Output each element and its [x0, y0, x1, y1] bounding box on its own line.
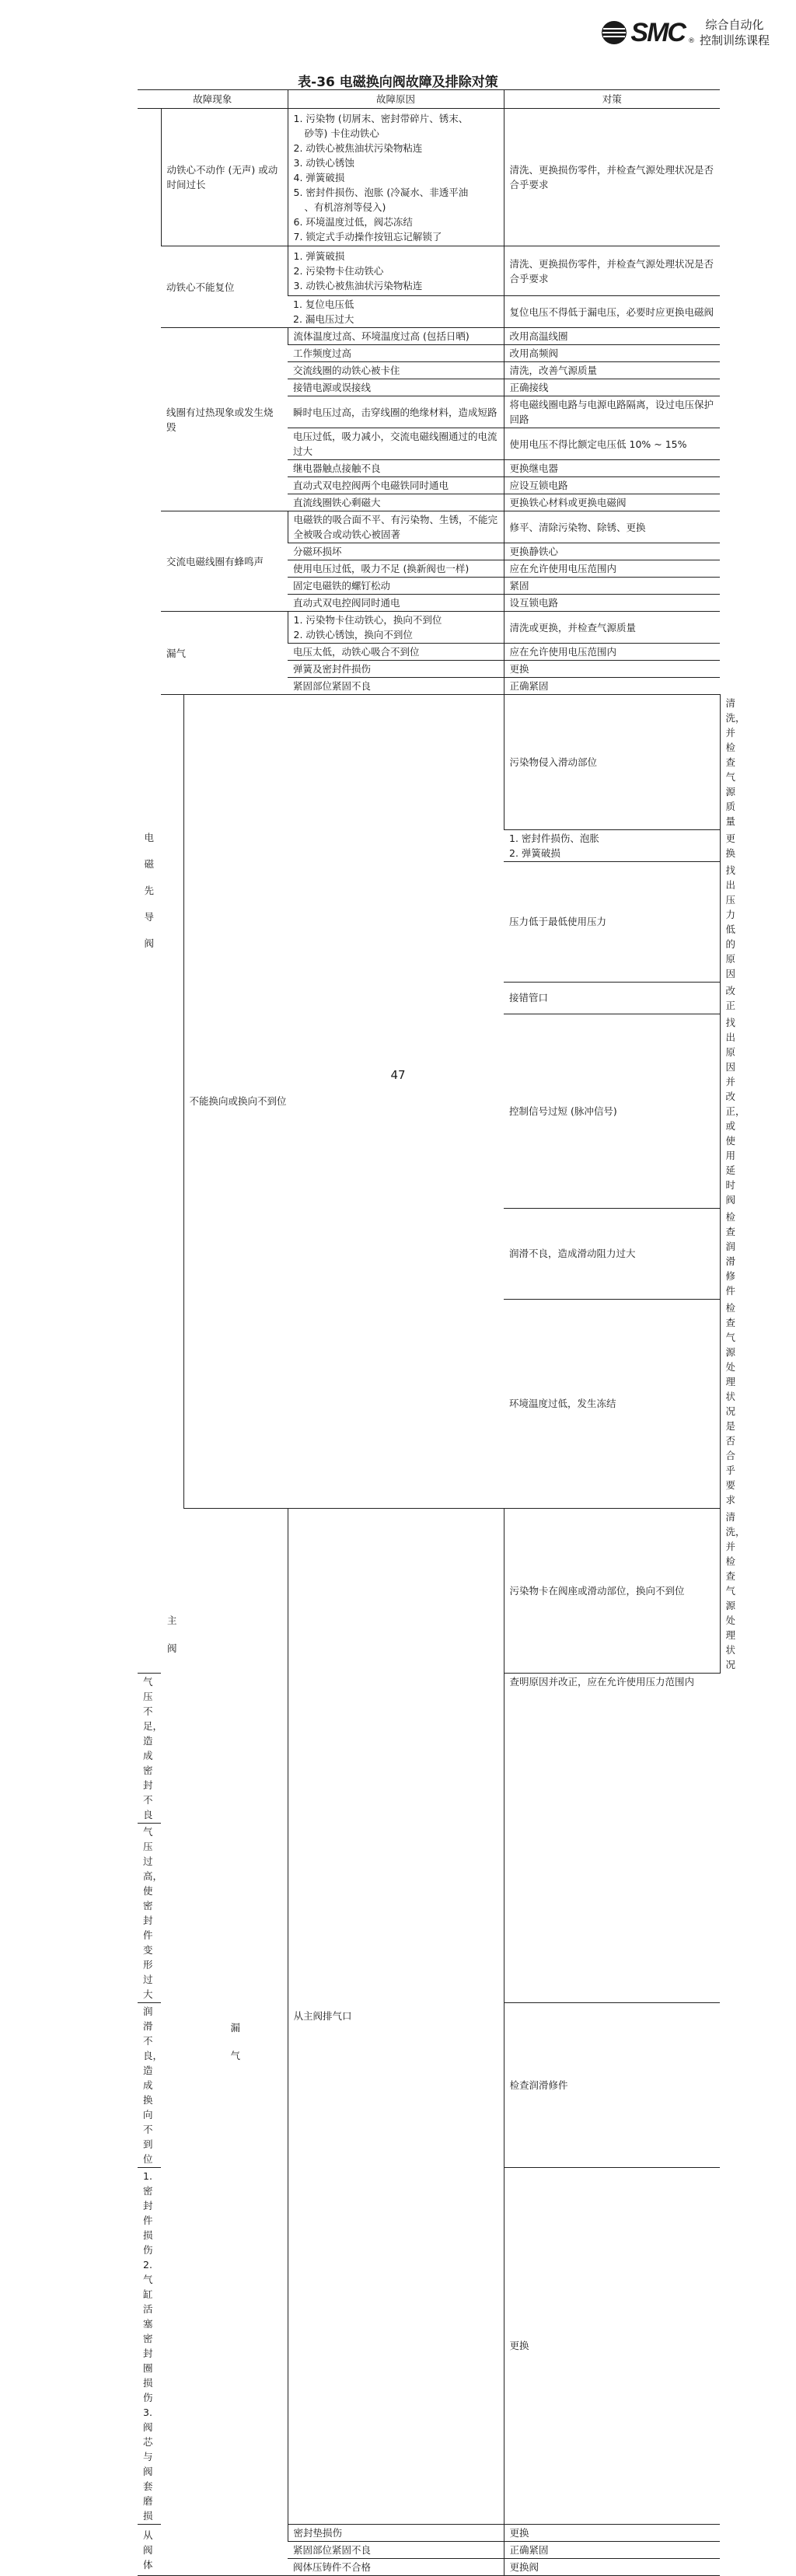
- cause-cell: 压力低于最低使用压力: [504, 861, 720, 982]
- cause-cell: 润滑不良，造成滑动阻力过大: [504, 1208, 720, 1299]
- cause-item: 6. 环境温度过低，阀芯冻结: [293, 215, 413, 228]
- cause-item: 2. 弹簧破损: [509, 846, 560, 859]
- table-row: 主 阀 不能换向或换向不到位 污染物侵入滑动部位 清洗，并检查气源质量: [138, 695, 720, 830]
- remedy-cell: 检查润滑修件: [504, 2002, 720, 2167]
- remedy-cell: 更换静铁心: [504, 543, 720, 560]
- brand-line-1: 综合自动化: [705, 18, 764, 32]
- table-row: [138, 246, 720, 296]
- cause-item: 1. 密封件损伤、泡胀: [509, 832, 599, 844]
- cause-item: 2. 动铁心锈蚀，换向不到位: [293, 629, 413, 641]
- remedy-cell: 更换: [504, 2524, 720, 2541]
- cause-cell: 污染物侵入滑动部位: [504, 695, 720, 830]
- cause-item: 1. 密封件损伤: [143, 2169, 153, 2256]
- cause-cell: 气压不足，造成密封不良: [138, 1673, 161, 1823]
- cause-cell: [288, 246, 504, 296]
- remedy-cell: 复位电压不得低于漏电压，必要时应更换电磁阀: [504, 296, 720, 328]
- table-row: 压力低于最低使用压力 找出压力低的原因: [138, 861, 720, 982]
- cause-item: 4. 弹簧破损: [293, 171, 345, 183]
- remedy-cell: 使用电压不得比额定电压低 10% ~ 15%: [504, 428, 720, 460]
- cause-item: 2. 污染物卡住动铁心: [293, 265, 384, 277]
- cause-cell: 接错电源或误接线: [288, 379, 504, 396]
- cause-item: 3. 阀芯与阀套磨损: [143, 2406, 153, 2522]
- cause-cell: 分磁环损坏: [288, 543, 504, 560]
- table-row: [138, 511, 720, 543]
- cause-item: 2. 气缸活塞密封圈损伤: [143, 2258, 153, 2403]
- cause-cell: 直动式双电控阀两个电磁铁同时通电: [288, 477, 504, 494]
- remedy-cell: 更换铁心材料或更换电磁阀: [504, 494, 720, 511]
- symptom-cell: 不能换向或换向不到位: [183, 695, 504, 1509]
- cause-cell: 流体温度过高、环境温度过高 (包括日晒): [288, 328, 504, 345]
- cause-cell: 交流线圈的动铁心被卡住: [288, 362, 504, 379]
- remedy-cell: 改用高温线圈: [504, 328, 720, 345]
- col-header-symptom: 故障现象: [138, 90, 288, 109]
- cause-cell: [504, 829, 720, 861]
- remedy-cell: 清洗或更换，并检查气源质量: [504, 612, 720, 644]
- smc-globe-icon: [601, 20, 627, 45]
- remedy-cell: 应在允许使用电压范围内: [504, 560, 720, 578]
- cause-cell: 污染物卡在阀座或滑动部位，换向不到位: [504, 1508, 720, 1673]
- cause-item: 5. 密封件损伤、泡胀 (冷凝水、非透平油: [293, 186, 469, 198]
- remedy-cell: 紧固: [504, 578, 720, 595]
- page-number: 47: [390, 1068, 406, 1082]
- remedy-cell: 正确紧固: [504, 2541, 720, 2558]
- cause-cell: 弹簧及密封件损伤: [288, 661, 504, 678]
- cause-item: 1. 弹簧破损: [293, 250, 345, 262]
- cause-item: 1. 污染物 (切屑末、密封带碎片、锈末、: [293, 112, 469, 124]
- table-row: 润滑不良，造成滑动阻力过大 检查润滑修件: [138, 1208, 720, 1299]
- remedy-cell: 更换阀: [504, 2558, 720, 2575]
- cause-cell: 电压过低，吸力减小，交流电磁线圈通过的电流过大: [288, 428, 504, 460]
- col-header-cause: 故障原因: [288, 90, 504, 109]
- table-row: 控制信号过短 (脉冲信号) 找出原因并改正，或使用延时阀: [138, 1014, 720, 1208]
- table-row: 漏 气 从主阀排气口 污染物卡在阀座或滑动部位，换向不到位 清洗，并检查气源处理状况: [138, 1508, 720, 1673]
- cause-item: 1. 污染物卡住动铁心，换向不到位: [293, 614, 442, 626]
- cause-item: 7. 锁定式手动操作按钮忘记解锁了: [293, 230, 442, 243]
- cause-item: 3. 动铁心锈蚀: [293, 156, 354, 169]
- sub-label-leak: 漏 气: [183, 1508, 288, 2575]
- cause-cell: [288, 109, 504, 246]
- symptom-cell: 漏气: [161, 612, 288, 695]
- cause-cell: [288, 296, 504, 328]
- table-row: [138, 109, 720, 246]
- cause-cell: 密封垫损伤: [288, 2524, 504, 2541]
- cause-cell: 直流线圈铁心剩磁大: [288, 494, 504, 511]
- section-label-main-valve: 主 阀: [161, 695, 183, 2576]
- brand-name: SMC: [630, 17, 685, 47]
- remedy-cell: 更换: [504, 2167, 720, 2524]
- table-row: 接错管口 改正: [138, 982, 720, 1014]
- cause-cell: 继电器触点接触不良: [288, 460, 504, 477]
- remedy-cell: 查明原因并改正，应在允许使用压力范围内: [504, 1673, 720, 2002]
- cause-cell: 工作频度过高: [288, 345, 504, 362]
- section-label-pilot-valve: 电 磁 先 导 阀: [138, 109, 161, 1674]
- remedy-cell: 正确接线: [504, 379, 720, 396]
- table-row: 1. 密封件损伤、泡胀 2. 弹簧破损 更换: [138, 829, 720, 861]
- brand-course: [700, 17, 770, 48]
- symptom-cell: 交流电磁线圈有蜂鸣声: [161, 511, 288, 612]
- table-row: 环境温度过低，发生冻结 检查气源处理状况是否合乎要求: [138, 1299, 720, 1508]
- remedy-cell: 清洗，改善气源质量: [504, 362, 720, 379]
- symptom-cell: 动铁心不动作 (无声) 或动时间过长: [161, 109, 288, 246]
- symptom-cell: 线圈有过热现象或发生烧毁: [161, 328, 288, 511]
- cause-cell: 控制信号过短 (脉冲信号): [504, 1014, 720, 1208]
- cause-cell: 使用电压过低，吸力不足 (换新阀也一样): [288, 560, 504, 578]
- cause-item: 、有机溶剂等侵入): [304, 201, 386, 213]
- cause-cell: [288, 612, 504, 644]
- cause-cell: 瞬时电压过高，击穿线圈的绝缘材料，造成短路: [288, 396, 504, 428]
- cause-cell: 固定电磁铁的螺钉松动: [288, 578, 504, 595]
- cause-cell: 电磁铁的吸合面不平、有污染物、生锈，不能完全被吸合或动铁心被固著: [288, 511, 504, 543]
- cause-cell: 接错管口: [504, 982, 720, 1014]
- remedy-cell: 将电磁线圈电路与电源电路隔离，设过电压保护回路: [504, 396, 720, 428]
- cause-cell: 环境温度过低，发生冻结: [504, 1299, 720, 1508]
- cause-item: 3. 动铁心被焦油状污染物粘连: [293, 280, 423, 291]
- table-header-row: [138, 90, 720, 109]
- cause-item: 2. 动铁心被焦油状污染物粘连: [293, 141, 423, 154]
- cause-cell: 紧固部位紧固不良: [288, 678, 504, 695]
- remedy-cell: 改用高频阀: [504, 345, 720, 362]
- remedy-cell: 清洗、更换损伤零件，并检查气源处理状况是否合乎要求: [504, 246, 720, 296]
- symptom-cell: 从主阀排气口: [288, 1508, 504, 2524]
- cause-cell: 直动式双电控阀同时通电: [288, 595, 504, 612]
- cause-item: 1. 复位电压低: [293, 298, 354, 310]
- table-title: 表-36 电磁换向阀故障及排除对策: [298, 75, 498, 90]
- cause-cell: 气压过高，使密封件变形过大: [138, 1823, 161, 2002]
- cause-cell: 润滑不良，造成换向不到位: [138, 2002, 161, 2167]
- registered-mark: ®: [687, 37, 695, 45]
- fault-table: [138, 89, 745, 2576]
- cause-cell: 紧固部位紧固不良: [288, 2541, 504, 2558]
- brand-line-2: 控制训练课程: [699, 33, 770, 47]
- remedy-cell: 更换继电器: [504, 460, 720, 477]
- table-row: [138, 328, 720, 345]
- symptom-cell: 从阀体: [138, 2524, 161, 2575]
- remedy-cell: 应在允许使用电压范围内: [504, 644, 720, 661]
- cause-cell: [138, 2167, 161, 2524]
- brand-header: [601, 17, 770, 48]
- cause-cell: 阀体压铸件不合格: [288, 2558, 504, 2575]
- remedy-cell: 更换: [504, 661, 720, 678]
- col-header-remedy: 对策: [504, 90, 720, 109]
- symptom-cell: 动铁心不能复位: [161, 246, 288, 328]
- remedy-cell: 应设互锁电路: [504, 477, 720, 494]
- table-row: [138, 612, 720, 644]
- cause-cell: 电压太低，动铁心吸合不到位: [288, 644, 504, 661]
- remedy-cell: 清洗、更换损伤零件，并检查气源处理状况是否合乎要求: [504, 109, 720, 246]
- remedy-cell: 设互锁电路: [504, 595, 720, 612]
- remedy-cell: 修平、清除污染物、除锈、更换: [504, 511, 720, 543]
- cause-item: 砂等) 卡住动铁心: [304, 127, 379, 139]
- smc-logo: [601, 18, 695, 48]
- cause-item: 2. 漏电压过大: [293, 313, 354, 325]
- remedy-cell: 正确紧固: [504, 678, 720, 695]
